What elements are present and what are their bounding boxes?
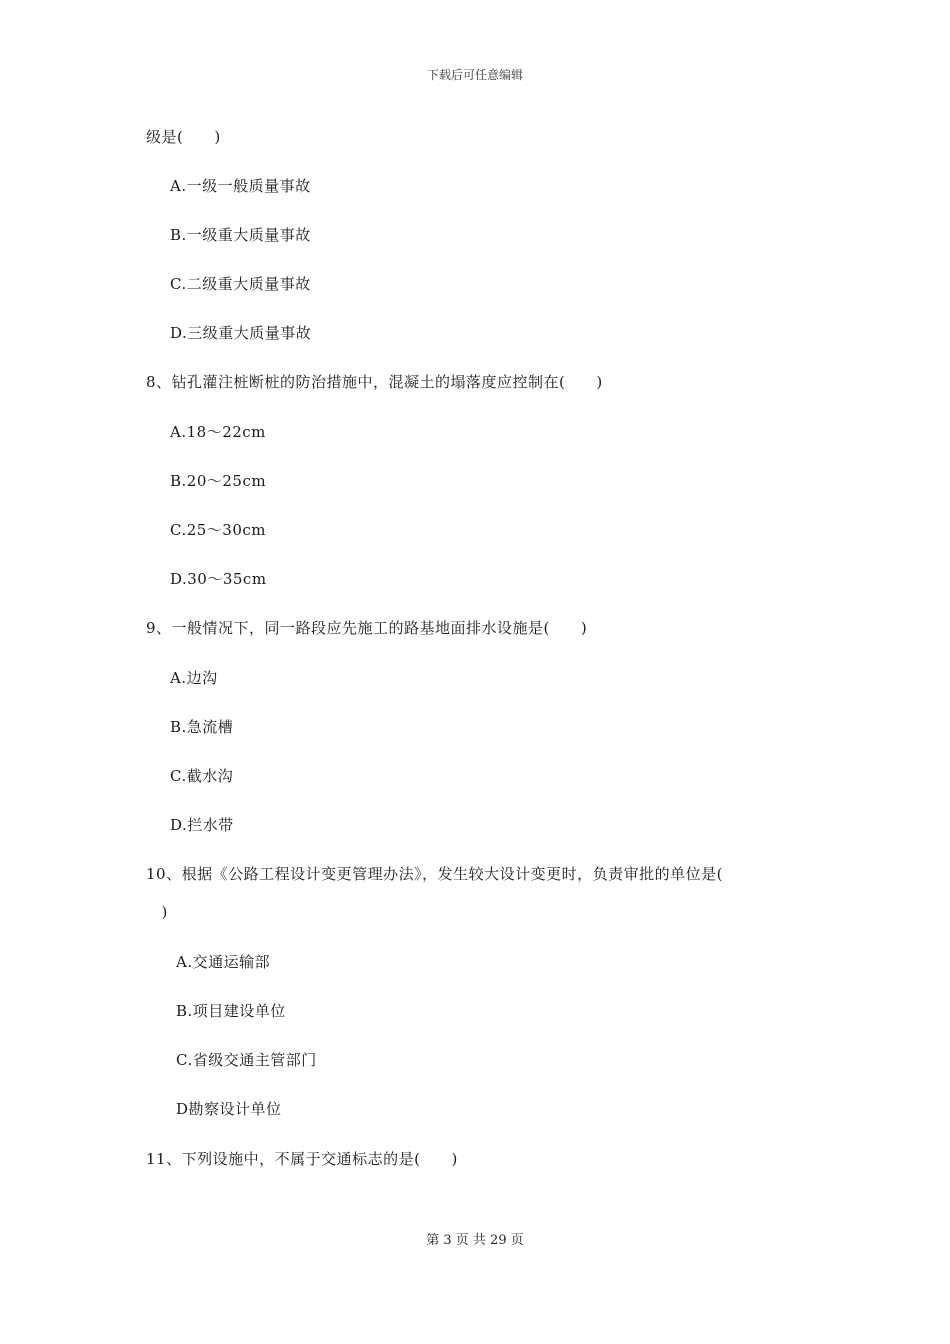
question-9-stem: 9、一般情况下，同一路段应先施工的路基地面排水设施是( ) bbox=[146, 619, 588, 637]
question-11-stem: 11、下列设施中，不属于交通标志的是( ) bbox=[146, 1150, 458, 1168]
page-footer: 第 3 页 共 29 页 bbox=[426, 1233, 524, 1248]
question-8-option-d: D.30～35cm bbox=[170, 570, 267, 588]
page-header: 下载后可任意编辑 bbox=[426, 68, 523, 82]
question-8-option-b: B.20～25cm bbox=[170, 472, 267, 490]
question-9-option-a: A.边沟 bbox=[170, 669, 218, 687]
question-10-option-b: B.项目建设单位 bbox=[176, 1002, 286, 1020]
question-7-option-a: A.一级一般质量事故 bbox=[170, 177, 311, 195]
question-7-stem-tail: 级是( ) bbox=[146, 128, 221, 146]
question-8-option-a: A.18～22cm bbox=[170, 423, 266, 441]
question-10-option-d: D勘察设计单位 bbox=[176, 1100, 282, 1118]
question-10-option-a: A.交通运输部 bbox=[176, 953, 271, 971]
question-8-option-c: C.25～30cm bbox=[170, 521, 267, 539]
question-7-option-d: D.三级重大质量事故 bbox=[170, 324, 312, 342]
question-10-option-c: C.省级交通主管部门 bbox=[176, 1051, 317, 1069]
question-9-option-b: B.急流槽 bbox=[170, 718, 234, 736]
question-7-option-c: C.二级重大质量事故 bbox=[170, 275, 311, 293]
question-7-option-b: B.一级重大质量事故 bbox=[170, 226, 311, 244]
question-8-stem: 8、钻孔灌注桩断桩的防治措施中，混凝土的塌落度应控制在( ) bbox=[146, 373, 603, 391]
question-9-option-c: C.截水沟 bbox=[170, 767, 234, 785]
question-10-stem-line2: ) bbox=[146, 903, 168, 921]
question-9-option-d: D.拦水带 bbox=[170, 816, 234, 834]
question-10-stem-line1: 10、根据《公路工程设计变更管理办法》，发生较大设计变更时，负责审批的单位是( bbox=[146, 865, 723, 883]
